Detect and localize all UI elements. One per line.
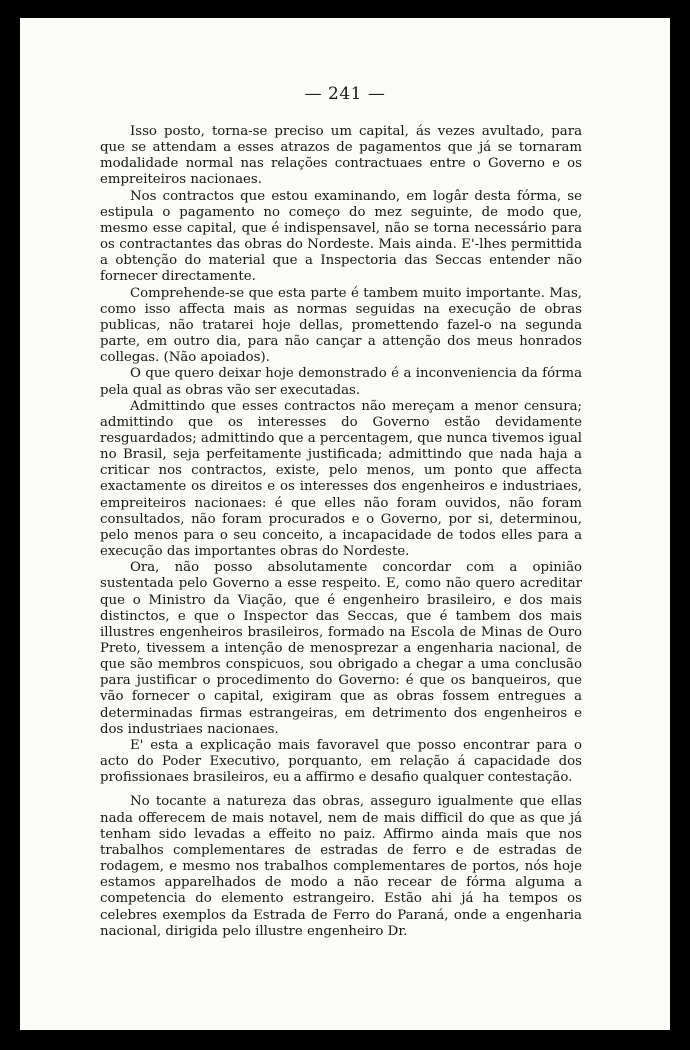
paragraph-1: Isso posto, torna-se preciso um capital, ás vezes avultado, para que se attendam a esses atrazos de pagamentos que já se tornaram modalidade normal nas relações contractuaes entre o Governo e os empreiteiros nacionaes. [100, 124, 582, 188]
page-number: — 241 — [304, 84, 386, 104]
paragraph-4: O que quero deixar hoje demonstrado é a inconveniencia da fórma pela qual as obras vão ser executadas. [100, 366, 582, 398]
body-text [100, 124, 582, 940]
book-page [20, 18, 670, 1030]
paragraph-3: Comprehende-se que esta parte é tambem muito importante. Mas, como isso affecta mais as normas seguidas na execução de obras publicas, não tratarei hoje dellas, promettendo fazel-o na segunda parte, em outro dia, para não cançar a attenção dos meus honrados collegas. (Não apoiados). [100, 285, 582, 366]
paragraph-8: No tocante a natureza das obras, asseguro igualmente que ellas nada offerecem de mais notavel, nem de mais difficil do que as que já tenham sido levadas a effeito no paiz. Affirmo ainda mais que nos trabalhos complementares de estradas de ferro e de estradas de rodagem, e mesmo nos trabalhos complementares de portos, nós hoje estamos apparelhados de modo a não recear de fórma alguma a competencia do elemento estrangeiro. Estão ahi já ha tempos os celebres exemplos da Estrada de Ferro do Paraná, onde a engenharia nacional, dirigida pelo illustre engenheiro Dr. [100, 794, 582, 939]
paragraph-6: Ora, não posso absolutamente concordar com a opinião sustentada pelo Governo a esse respeito. E, como não quero acreditar que o Ministro da Viação, que é engenheiro brasileiro, e dos mais distinctos, e que o Inspector das Seccas, que é tambem dos mais illustres engenheiros brasileiros, formado na Escola de Minas de Ouro Preto, tivessem a intenção de menosprezar a engenharia nacional, de que são membros conspicuos, sou obrigado a chegar a uma conclusão para justificar o procedimento do Governo: é que os banqueiros, que vão fornecer o capital, exigiram que as obras fossem entregues a determinadas firmas estrangeiras, em detrimento dos engenheiros e dos industriaes nacionaes. [100, 560, 582, 737]
paragraph-5: Admittindo que esses contractos não mereçam a menor censura; admittindo que os interesses do Governo estão devidamente resguardados; admittindo que a percentagem, que nunca tivemos igual no Brasil, seja perfeitamente justificada; admittindo que nada haja a criticar nos contractos, existe, pelo menos, um ponto que affecta exactamente os direitos e os interesses dos engenheiros e industriaes, empreiteiros nacionaes: é que elles não foram ouvidos, não foram consultados, não foram procurados e o Governo, por si, determinou, pelo menos para o seu conceito, a incapacidade de todos elles para a execução das importantes obras do Nordeste. [100, 398, 582, 560]
paragraph-2: Nos contractos que estou examinando, em logâr desta fórma, se estipula o pagamento no começo do mez seguinte, de modo que, mesmo esse capital, que é indispensavel, não se torna necessário para os contractantes das obras do Nordeste. Mais ainda. E'-lhes permittida a obtenção do material que a Inspectoria das Seccas entender não fornecer directamente. [100, 188, 582, 285]
paragraph-7: E' esta a explicação mais favoravel que posso encontrar para o acto do Poder Executivo, porquanto, em relação á capacidade dos profissionaes brasileiros, eu a affirmo e desafio qualquer contestação. [100, 737, 582, 786]
